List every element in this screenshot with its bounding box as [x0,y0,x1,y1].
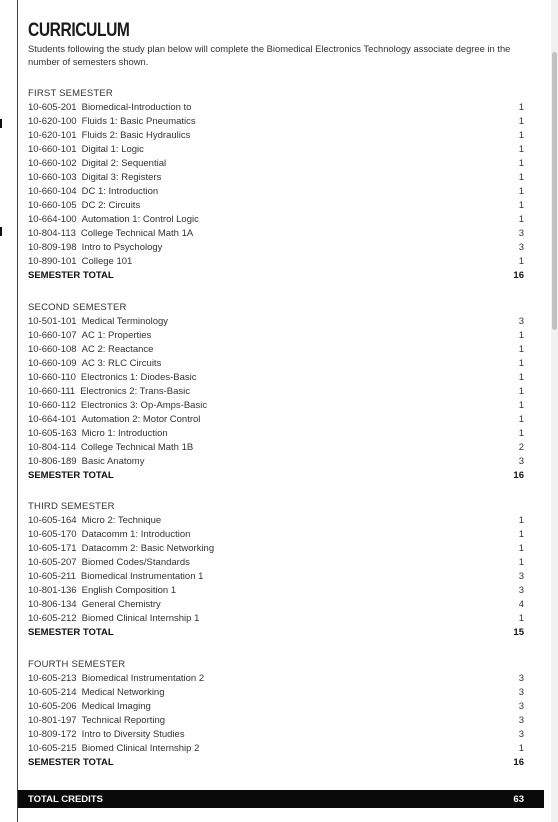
course-info [28,455,144,469]
course-info [28,371,197,385]
course-name: Electronics 1: Diodes-Basic [80,372,197,383]
course-credits: 1 [518,414,524,425]
course-code: 10-605-206 [28,701,77,712]
course-info [28,528,190,542]
course-info [28,115,196,129]
total-credits-bar [18,790,544,808]
course-code: 10-620-101 [28,130,77,141]
course-name: Datacomm 1: Introduction [81,529,191,540]
course-info [28,213,199,227]
course-row [28,441,524,455]
course-info [28,542,214,556]
course-name: Basic Anatomy [81,456,145,467]
course-code: 10-605-163 [28,428,77,439]
course-name: Intro to Diversity Studies [81,729,185,740]
course-info [28,570,203,584]
course-credits: 3 [518,673,524,684]
course-info [28,357,161,371]
course-row [28,255,524,269]
semester-total-value: 16 [513,757,524,768]
course-code: 10-605-215 [28,743,77,754]
course-code: 10-806-134 [28,599,77,610]
course-row [28,371,524,385]
course-name: Digital 2: Sequential [81,158,167,169]
course-name: Micro 1: Introduction [81,428,168,439]
semester-total-label: SEMESTER TOTAL [28,757,114,768]
course-name: Medical Terminology [81,316,169,327]
semester-fourth [28,658,524,770]
course-name: Automation 2: Motor Control [81,414,201,425]
course-name: Fluids 2: Basic Hydraulics [81,130,191,141]
edge-marker [0,119,2,128]
course-name: College Technical Math 1A [80,228,194,239]
course-row [28,427,524,441]
semester-first [28,87,524,283]
course-row [28,598,524,612]
course-credits: 1 [518,186,524,197]
course-name: DC 2: Circuits [81,200,141,211]
course-info [28,584,176,598]
course-info [28,686,165,700]
course-name: Micro 2: Technique [81,515,162,526]
course-name: Biomed Clinical Internship 1 [81,613,200,624]
course-info [28,343,153,357]
course-info [28,441,193,455]
course-code: 10-501-101 [28,316,77,327]
course-code: 10-660-112 [28,400,76,411]
course-row [28,672,524,686]
course-credits: 3 [518,316,524,327]
course-code: 10-809-198 [28,242,77,253]
semester-total-row [28,756,524,770]
course-name: Biomed Codes/Standards [81,557,190,568]
course-name: Digital 1: Logic [81,144,144,155]
course-credits: 1 [518,386,524,397]
course-credits: 3 [518,571,524,582]
course-code: 10-605-207 [28,557,77,568]
course-code: 10-660-107 [28,330,77,341]
course-credits: 3 [518,715,524,726]
page-title: CURRICULUM [28,20,130,41]
course-code: 10-809-172 [28,729,77,740]
semester-total-row [28,269,524,283]
course-name: College 101 [81,256,133,267]
course-row [28,612,524,626]
total-credits-value: 63 [513,793,524,805]
course-name: Electronics 2: Trans-Basic [80,386,191,397]
semester-total-value: 16 [513,270,524,281]
course-info [28,199,140,213]
course-code: 10-605-211 [28,571,76,582]
course-credits: 3 [518,701,524,712]
course-code: 10-605-213 [28,673,77,684]
course-info [28,612,199,626]
course-info [28,157,166,171]
course-code: 10-660-103 [28,172,77,183]
course-credits: 1 [518,330,524,341]
semester-second [28,301,524,483]
semester-heading: FIRST SEMESTER [28,88,113,99]
semester-heading: SECOND SEMESTER [28,302,127,313]
course-row [28,700,524,714]
course-row [28,227,524,241]
course-name: Biomedical Instrumentation 1 [80,571,204,582]
course-info [28,700,151,714]
course-info [28,728,185,742]
course-info [28,672,204,686]
semester-heading: THIRD SEMESTER [28,501,115,512]
course-credits: 3 [518,242,524,253]
course-row [28,584,524,598]
course-row [28,728,524,742]
course-code: 10-660-105 [28,200,77,211]
course-credits: 1 [518,102,524,113]
semester-total-row [28,469,524,483]
course-info [28,598,161,612]
course-name: Automation 1: Control Logic [81,214,199,225]
semester-third [28,500,524,640]
course-row [28,213,524,227]
course-row [28,129,524,143]
course-info [28,315,168,329]
course-row [28,199,524,213]
course-info [28,143,144,157]
course-info [28,385,190,399]
course-name: AC 1: Properties [81,330,152,341]
course-credits: 1 [518,200,524,211]
course-code: 10-605-201 [28,102,77,113]
course-code: 10-806-189 [28,456,77,467]
course-credits: 1 [518,613,524,624]
course-code: 10-801-197 [28,715,77,726]
course-row [28,742,524,756]
course-row [28,241,524,255]
course-credits: 1 [518,116,524,127]
course-name: Intro to Psychology [81,242,163,253]
course-code: 10-804-113 [28,228,76,239]
course-credits: 1 [518,743,524,754]
course-row [28,686,524,700]
course-name: Fluids 1: Basic Pneumatics [81,116,196,127]
course-row [28,556,524,570]
course-name: AC 2: Reactance [81,344,154,355]
course-name: Digital 3: Registers [81,172,162,183]
course-credits: 1 [518,172,524,183]
course-row [28,385,524,399]
course-credits: 1 [518,214,524,225]
semester-total-value: 16 [513,470,524,481]
course-row [28,101,524,115]
course-credits: 1 [518,144,524,155]
course-row [28,399,524,413]
course-info [28,329,151,343]
course-code: 10-605-212 [28,613,77,624]
course-credits: 1 [518,428,524,439]
course-credits: 1 [518,529,524,540]
course-name: Electronics 3: Op-Amps-Basic [80,400,208,411]
course-credits: 1 [518,515,524,526]
course-info [28,556,190,570]
course-credits: 1 [518,130,524,141]
course-name: AC 3: RLC Circuits [81,358,162,369]
course-credits: 3 [518,228,524,239]
course-code: 10-620-100 [28,116,77,127]
course-code: 10-660-108 [28,344,77,355]
curriculum-section [28,20,544,768]
semester-total-row [28,626,524,640]
course-row [28,157,524,171]
course-credits: 3 [518,687,524,698]
course-row [28,343,524,357]
course-name: Biomedical Instrumentation 2 [81,673,205,684]
course-row [28,185,524,199]
course-code: 10-660-101 [28,144,77,155]
scrollbar-thumb[interactable] [552,52,557,330]
course-credits: 1 [518,358,524,369]
course-info [28,399,207,413]
course-credits: 3 [518,585,524,596]
course-row [28,570,524,584]
semester-total-value: 15 [513,627,524,638]
course-info [28,514,161,528]
course-row [28,315,524,329]
course-code: 10-664-100 [28,214,77,225]
semester-total-label: SEMESTER TOTAL [28,627,114,638]
course-row [28,143,524,157]
course-row [28,455,524,469]
semester-total-label: SEMESTER TOTAL [28,270,114,281]
course-name: Medical Networking [81,687,165,698]
course-code: 10-664-101 [28,414,77,425]
course-credits: 1 [518,372,524,383]
course-row [28,514,524,528]
course-name: English Composition 1 [81,585,177,596]
course-code: 10-605-164 [28,515,77,526]
course-code: 10-660-109 [28,358,77,369]
course-credits: 1 [518,557,524,568]
course-name: Biomedical-Introduction to [81,102,192,113]
course-info [28,101,191,115]
course-code: 10-660-104 [28,186,77,197]
course-info [28,241,162,255]
course-credits: 1 [518,158,524,169]
course-row [28,542,524,556]
course-code: 10-605-214 [28,687,77,698]
course-code: 10-605-171 [28,543,77,554]
course-credits: 2 [518,442,524,453]
course-credits: 1 [518,400,524,411]
semester-total-label: SEMESTER TOTAL [28,470,114,481]
course-credits: 3 [518,729,524,740]
total-credits-label: TOTAL CREDITS [28,793,103,805]
course-info [28,129,190,143]
course-info [28,714,165,728]
course-credits: 1 [518,344,524,355]
semester-heading: FOURTH SEMESTER [28,659,126,670]
course-name: Technical Reporting [81,715,166,726]
course-info [28,427,168,441]
course-row [28,115,524,129]
course-code: 10-890-101 [28,256,77,267]
course-info [28,742,199,756]
course-info [28,185,158,199]
course-info [28,413,200,427]
course-info [28,227,193,241]
course-row [28,528,524,542]
course-code: 10-660-111 [28,386,76,397]
course-credits: 1 [518,543,524,554]
course-row [28,357,524,371]
course-info [28,255,132,269]
vertical-scrollbar[interactable] [551,0,558,822]
course-info [28,171,161,185]
edge-marker [0,227,2,236]
course-name: College Technical Math 1B [80,442,194,453]
course-row [28,329,524,343]
course-credits: 3 [518,456,524,467]
intro-text: Students following the study plan below will complete the Biomedical Electronics Technology associate degree in the number of semesters shown. [28,43,511,67]
course-row [28,413,524,427]
course-name: Medical Imaging [81,701,151,712]
course-credits: 4 [518,599,524,610]
course-name: Datacomm 2: Basic Networking [81,543,215,554]
course-code: 10-605-170 [28,529,77,540]
course-name: Biomed Clinical Internship 2 [81,743,200,754]
course-row [28,171,524,185]
course-code: 10-801-136 [28,585,77,596]
course-code: 10-660-102 [28,158,77,169]
course-name: General Chemistry [81,599,161,610]
course-code: 10-804-114 [28,442,76,453]
course-credits: 1 [518,256,524,267]
course-code: 10-660-110 [28,372,76,383]
course-row [28,714,524,728]
left-border-rule [17,0,18,822]
course-name: DC 1: Introduction [81,186,159,197]
